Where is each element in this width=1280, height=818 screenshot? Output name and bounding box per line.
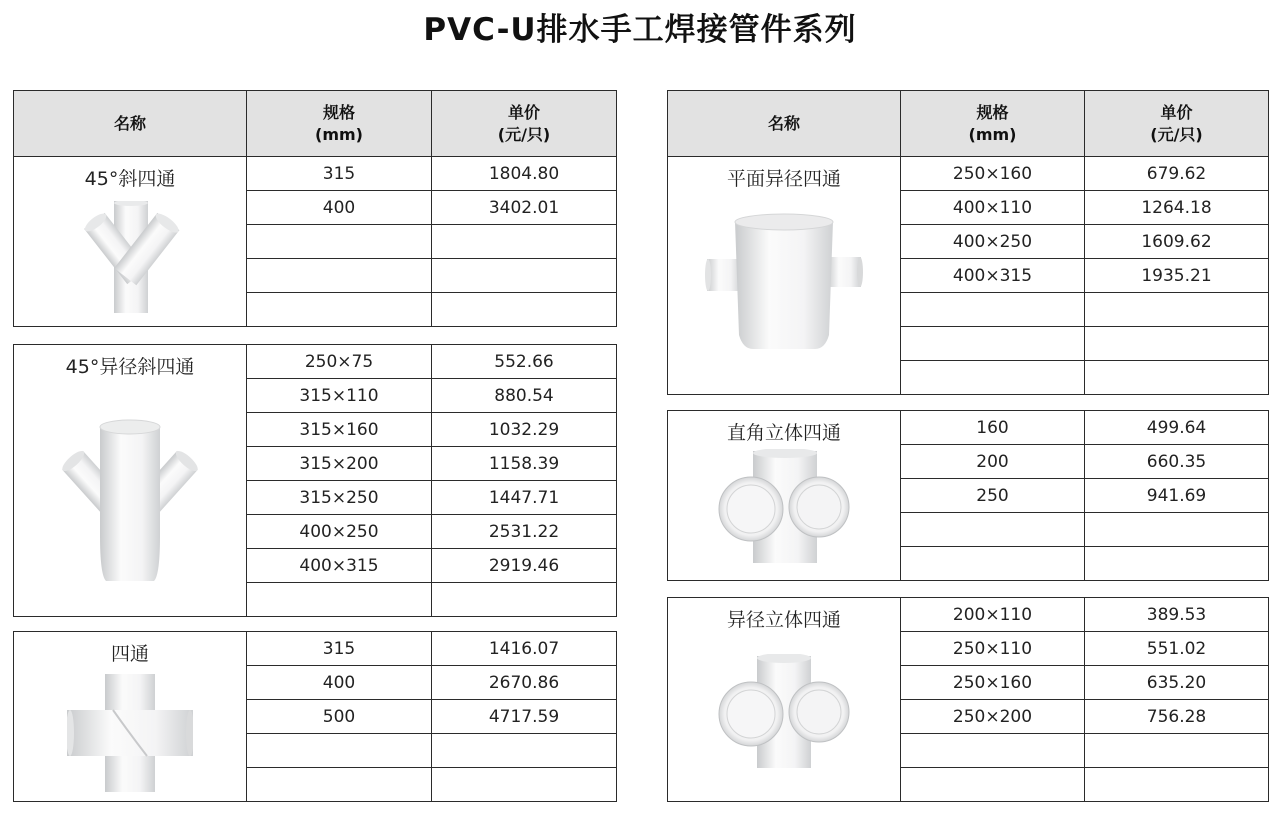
spec-cell: 250: [901, 479, 1085, 513]
spec-cell: 400×250: [247, 515, 432, 549]
product-name: 异径立体四通: [726, 609, 841, 631]
spec-cell: 400×315: [901, 259, 1085, 293]
page-title: PVC-U排水手工焊接管件系列: [423, 12, 857, 48]
spec-cell: 250×75: [247, 345, 432, 379]
product-cell: [668, 157, 901, 395]
price-cell: 941.69: [1085, 479, 1269, 513]
product-name: 45°斜四通: [84, 168, 176, 190]
spec-cell: 315×250: [247, 481, 432, 515]
spec-cell: 400×315: [247, 549, 432, 583]
price-cell: 2531.22: [432, 515, 617, 549]
spec-cell: [901, 293, 1085, 327]
spec-cell: [247, 259, 432, 293]
price-cell: 3402.01: [432, 191, 617, 225]
product-name: 直角立体四通: [726, 422, 841, 444]
spec-cell: 200×110: [901, 598, 1085, 632]
price-cell: 880.54: [432, 379, 617, 413]
spec-cell: 400: [247, 666, 432, 700]
product-cell: [14, 632, 247, 802]
spec-cell: 250×110: [901, 632, 1085, 666]
price-cell: [432, 583, 617, 617]
price-cell: 679.62: [1085, 157, 1269, 191]
spec-cell: [901, 361, 1085, 395]
spec-cell: [247, 734, 432, 768]
spec-cell: [247, 225, 432, 259]
price-cell: [1085, 327, 1269, 361]
table-45-reducing-slant-cross: [13, 344, 617, 617]
product-cell: [14, 345, 247, 617]
price-cell: 2919.46: [432, 549, 617, 583]
spec-cell: 315: [247, 632, 432, 666]
price-cell: [1085, 361, 1269, 395]
price-cell: 2670.86: [432, 666, 617, 700]
spec-cell: [247, 768, 432, 802]
spec-cell: 250×200: [901, 700, 1085, 734]
table-reducing-3d-cross: [667, 597, 1269, 802]
price-cell: 1264.18: [1085, 191, 1269, 225]
header-name: 名称: [14, 91, 247, 157]
spec-cell: 160: [901, 411, 1085, 445]
spec-cell: 400×110: [901, 191, 1085, 225]
table-45-slant-cross: [13, 90, 617, 327]
price-cell: [1085, 513, 1269, 547]
spec-cell: [901, 734, 1085, 768]
spec-cell: [247, 293, 432, 327]
price-cell: [432, 259, 617, 293]
price-cell: 552.66: [432, 345, 617, 379]
spec-cell: 315×110: [247, 379, 432, 413]
price-cell: 1416.07: [432, 632, 617, 666]
spec-cell: [901, 327, 1085, 361]
spec-cell: 315×200: [247, 447, 432, 481]
price-cell: 499.64: [1085, 411, 1269, 445]
spec-cell: [247, 583, 432, 617]
product-cell: [668, 411, 901, 581]
price-cell: [1085, 293, 1269, 327]
price-cell: [1085, 768, 1269, 802]
price-cell: 635.20: [1085, 666, 1269, 700]
price-cell: 1804.80: [432, 157, 617, 191]
spec-cell: 250×160: [901, 157, 1085, 191]
price-cell: [432, 734, 617, 768]
spec-cell: 315: [247, 157, 432, 191]
spec-cell: 400×250: [901, 225, 1085, 259]
table-cross: [13, 631, 617, 802]
price-cell: 660.35: [1085, 445, 1269, 479]
header-name: 名称: [668, 91, 901, 157]
spec-cell: [901, 513, 1085, 547]
price-cell: 756.28: [1085, 700, 1269, 734]
price-cell: [432, 225, 617, 259]
price-cell: 1447.71: [432, 481, 617, 515]
product-cell: [668, 598, 901, 802]
product-name: 45°异径斜四通: [65, 356, 195, 378]
spec-cell: 400: [247, 191, 432, 225]
price-cell: [432, 293, 617, 327]
reducing-3d-cross-fitting-image: [717, 654, 851, 772]
header-price: 单价 (元/只): [1085, 91, 1269, 157]
price-cell: 1158.39: [432, 447, 617, 481]
right-angle-3d-cross-fitting-image: [717, 449, 851, 567]
price-cell: 1609.62: [1085, 225, 1269, 259]
price-cell: [432, 768, 617, 802]
price-cell: 1032.29: [432, 413, 617, 447]
price-cell: 551.02: [1085, 632, 1269, 666]
product-name: 平面异径四通: [726, 168, 841, 190]
spec-cell: 500: [247, 700, 432, 734]
cross-fitting-image: [67, 674, 193, 792]
table-right-angle-3d-cross: [667, 410, 1269, 581]
product-cell: [14, 157, 247, 327]
price-cell: [1085, 547, 1269, 581]
table-planar-reducing-cross: [667, 90, 1269, 395]
spec-cell: [901, 547, 1085, 581]
price-cell: 389.53: [1085, 598, 1269, 632]
reducing-slant-cross-fitting-image: [42, 415, 218, 583]
price-cell: [1085, 734, 1269, 768]
planar-reducing-cross-fitting-image: [705, 211, 863, 351]
price-cell: 1935.21: [1085, 259, 1269, 293]
price-cell: 4717.59: [432, 700, 617, 734]
spec-cell: 315×160: [247, 413, 432, 447]
spec-cell: [901, 768, 1085, 802]
header-price: 单价 (元/只): [432, 91, 617, 157]
header-spec: 规格 (mm): [901, 91, 1085, 157]
slant-cross-fitting-image: [64, 201, 196, 313]
spec-cell: 250×160: [901, 666, 1085, 700]
spec-cell: 200: [901, 445, 1085, 479]
header-spec: 规格 (mm): [247, 91, 432, 157]
product-name: 四通: [110, 643, 149, 665]
